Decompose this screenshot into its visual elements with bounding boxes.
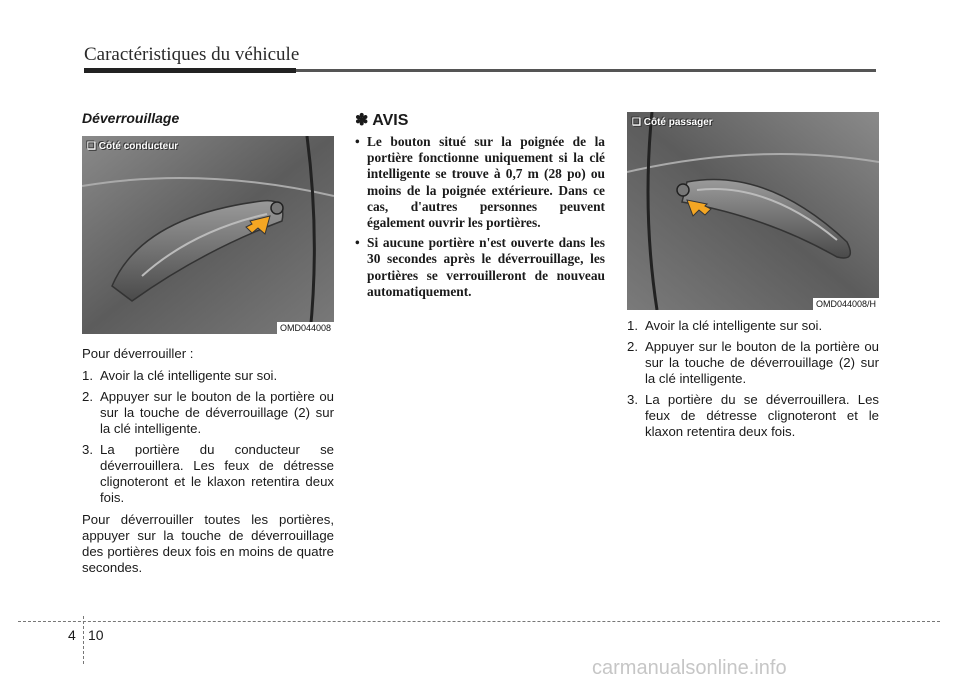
avis-title: ✽ AVIS [355, 112, 409, 129]
list-item [82, 442, 334, 506]
list-item [627, 392, 879, 440]
step-number: 3. [82, 442, 93, 457]
right-column [627, 112, 879, 446]
step-number: 2. [627, 339, 638, 354]
photo-code: OMD044008/H [813, 298, 879, 310]
step-text: La portière du conducteur se déverrouillera. Les feux de détresse clignoteront et le klaxon retentira deux fois. [100, 442, 334, 505]
step-number: 2. [82, 389, 93, 404]
footer-divider [83, 616, 84, 664]
door-handle-illustration [82, 136, 334, 334]
chapter-number: 4 [68, 627, 76, 643]
step-text: Avoir la clé intelligente sur soi. [645, 318, 823, 333]
list-item [355, 235, 605, 300]
step-text: La portière du se déverrouillera. Les feux de détresse clignoteront et le klaxon retentira deux fois. [645, 392, 879, 439]
list-item [627, 339, 879, 387]
header-rule-accent [84, 68, 296, 73]
steps-list [82, 368, 334, 506]
step-text: Appuyer sur le bouton de la portière ou sur la touche de déverrouillage (2) sur la clé intelligente. [100, 389, 334, 436]
photo-tag: ❑ Côté passager [632, 117, 713, 128]
note-text: Pour déverrouiller toutes les portières, appuyer sur la touche de déverrouillage des portières deux fois en moins de quatre secondes. [82, 512, 334, 575]
list-item [627, 318, 879, 334]
passenger-door-photo [627, 112, 879, 310]
right-body [627, 318, 879, 440]
list-item [355, 134, 605, 231]
photo-tag: ❑ Côté conducteur [87, 141, 179, 152]
bullet: • [355, 235, 360, 251]
avis-text: Si aucune portière n'est ouverte dans les 30 secondes après le déverrouillage, les portières se verrouilleront de nouveau automatiquement. [367, 235, 605, 299]
photo-code: OMD044008 [277, 322, 334, 334]
driver-door-photo [82, 136, 334, 334]
avis-list [355, 134, 605, 300]
bullet: • [355, 134, 360, 149]
page-number: 10 [88, 627, 104, 643]
step-number: 3. [627, 392, 638, 407]
section-title: Déverrouillage [82, 110, 180, 126]
list-item [82, 389, 334, 437]
step-text: Avoir la clé intelligente sur soi. [100, 368, 278, 383]
left-column [82, 110, 334, 582]
watermark: carmanualsonline.info [592, 657, 787, 679]
step-text: Appuyer sur le bouton de la portière ou sur la touche de déverrouillage (2) sur la clé intelligente. [645, 339, 879, 386]
footer-rule [18, 621, 940, 622]
left-body [82, 346, 334, 576]
door-handle-illustration [627, 112, 879, 310]
avis-text: Le bouton situé sur la poignée de la portière fonctionne uniquement si la clé intelligente se trouve à 0,7 m (28 po) ou moins de la poignée extérieure. Dans ce cas, d'autres personnes peuvent également ouvrir les portières. [367, 134, 605, 231]
middle-column [355, 110, 605, 304]
step-number: 1. [627, 318, 638, 333]
steps-list [627, 318, 879, 440]
intro-text: Pour déverrouiller : [82, 346, 194, 361]
step-number: 1. [82, 368, 93, 383]
list-item [82, 368, 334, 384]
page-header-title: Caractéristiques du véhicule [84, 44, 300, 65]
